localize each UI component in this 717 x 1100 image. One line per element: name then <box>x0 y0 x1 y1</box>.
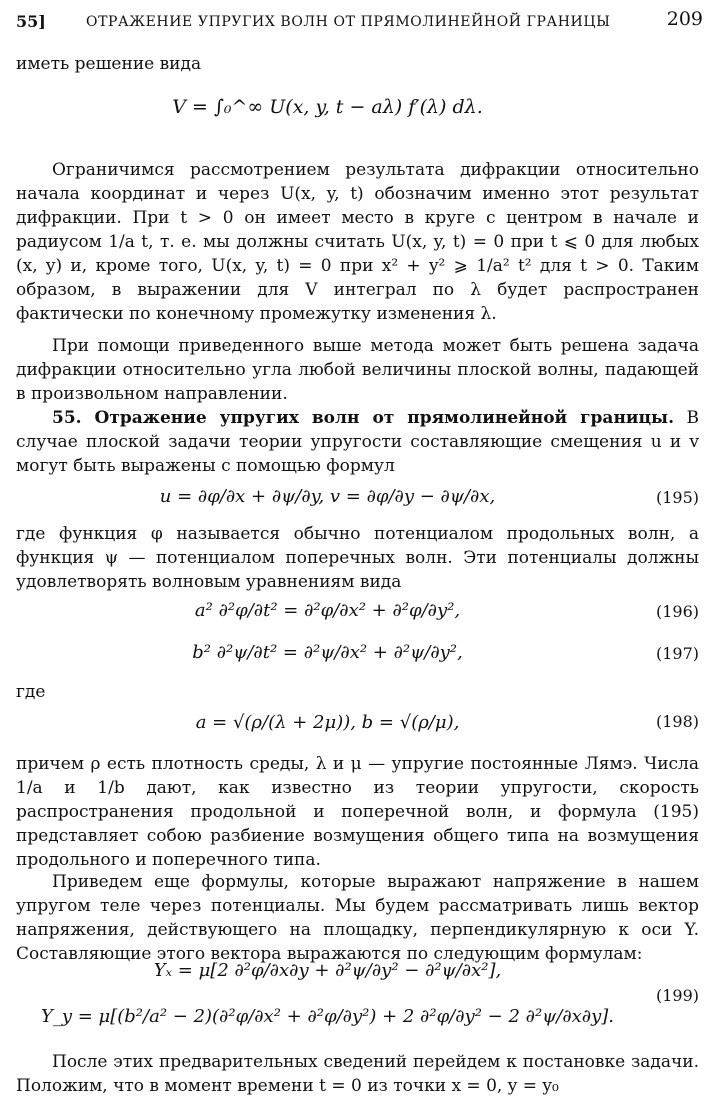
lead-line: иметь решение вида <box>16 54 202 74</box>
equation-198-text: a = √(ρ/(λ + 2μ)), b = √(ρ/μ), <box>195 712 460 733</box>
equation-199-number: (199) <box>655 986 699 1005</box>
equation-197-text: b² ∂²ψ/∂t² = ∂²ψ/∂x² + ∂²ψ/∂y², <box>192 642 463 663</box>
equation-197 <box>16 634 699 684</box>
section-marker: 55] <box>16 12 46 31</box>
equation-195-text: u = ∂φ/∂x + ∂ψ/∂y, v = ∂φ/∂y − ∂ψ/∂x, <box>159 486 496 507</box>
equation-199b-text: Y_y = μ[(b²/a² − 2)(∂²φ/∂x² + ∂²φ/∂y²) + 2 ∂²φ/∂y² − 2 ∂²ψ/∂x∂y]. <box>40 1006 615 1027</box>
paragraph-3-text: В случае плоской задачи теории упругости составляющие смещения u и v могут быть выражены с помощью формул <box>16 408 699 476</box>
equation-196-number: (196) <box>655 602 699 621</box>
paragraph-1: Ограничимся рассмотрением результата дифракции относительно начала координат и через U(x, y, t) обозначим именно этот результат дифракции. При t > 0 он имеет место в круге с центром в начале и радиусом 1/a t, т. е. мы должны считать U(x, y, t) = 0 при t ⩽ 0 для любых (x, y) и, кроме того, U(x, y, t) = 0 при x² + y² ⩾ 1/a² t² для t > 0. Таким образом, в выражении для V интеграл по λ будет распространен фактически по конечному промежутку изменения λ. <box>16 160 699 324</box>
equation-197-number: (197) <box>655 644 699 663</box>
paragraph-2: При помощи приведенного выше метода может быть решена задача дифракции относительно угла любой величины плоской волны, падающей в произвольном направлении. <box>16 336 699 404</box>
paragraph-6: Приведем еще формулы, которые выражают напряжение в нашем упругом теле через потенциалы. Мы будем рассматривать лишь вектор напряжения, действующего на площадку, перпендикулярную к оси Y. Составляющие этого вектора выражаются по следующим формулам: <box>16 872 699 964</box>
paragraph-4: где функция φ называется обычно потенциалом продольных волн, а функция ψ — потенциалом поперечных волн. Эти потенциалы должны удовлетворять волновым уравнениям вида <box>16 524 699 592</box>
page-number: 209 <box>666 8 703 30</box>
equation-198 <box>16 700 699 750</box>
formula-V-text: V = ∫₀^∞ U(x, y, t − aλ) f′(λ) dλ. <box>172 96 483 118</box>
paragraph-3 <box>16 406 699 478</box>
equation-199 <box>16 956 699 1046</box>
equation-199a-text: Yₓ = μ[2 ∂²φ/∂x∂y + ∂²ψ/∂y² − ∂²ψ/∂x²], <box>153 960 502 981</box>
running-header <box>16 6 703 36</box>
equation-195 <box>16 478 699 528</box>
paragraph-5: причем ρ есть плотность среды, λ и μ — упругие постоянные Лямэ. Числа 1/a и 1/b дают, как известно из теории упругости, скорость распространения продольной и поперечной волн, и формула (195) представляет собою разбиение возмущения общего типа на возмущения продольного и поперечного типа. <box>16 754 699 870</box>
equation-195-number: (195) <box>655 488 699 507</box>
paragraph-7: После этих предварительных сведений перейдем к постановке задачи. Положим, что в момент времени t = 0 из точки x = 0, y = y₀ <box>16 1052 699 1096</box>
where-word: где <box>16 682 46 702</box>
running-title: ОТРАЖЕНИЕ УПРУГИХ ВОЛН ОТ ПРЯМОЛИНЕЙНОЙ ГРАНИЦЫ <box>86 14 611 30</box>
section-heading: 55. Отражение упругих волн от прямолинейной границы. <box>52 408 675 428</box>
formula-V <box>16 86 699 156</box>
equation-196-text: a² ∂²φ/∂t² = ∂²φ/∂x² + ∂²φ/∂y², <box>194 600 461 621</box>
equation-198-number: (198) <box>655 712 699 731</box>
